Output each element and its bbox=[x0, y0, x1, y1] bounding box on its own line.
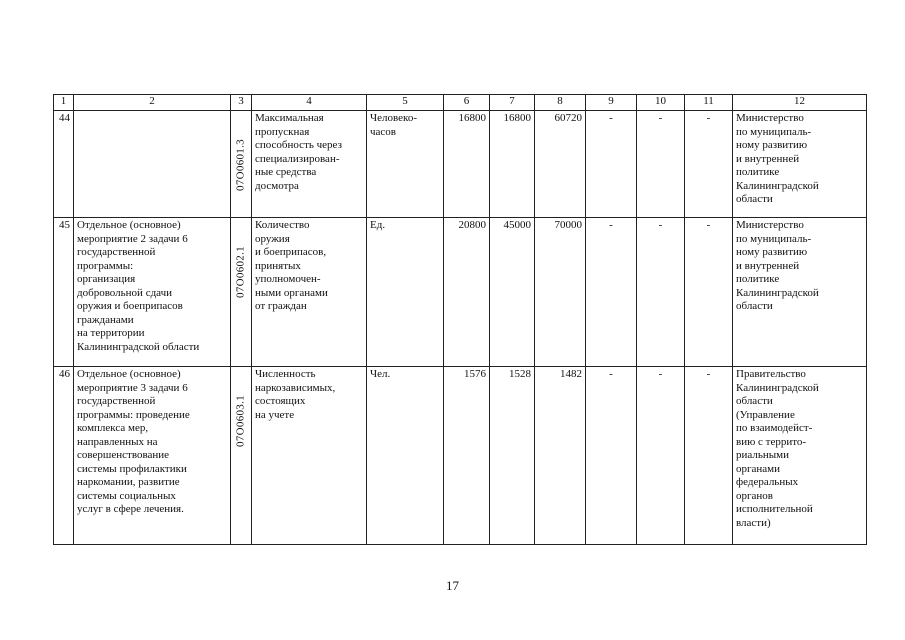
table-row bbox=[54, 218, 867, 367]
value-col-9: - bbox=[586, 367, 637, 545]
value-col-9: - bbox=[586, 111, 637, 218]
indicator-cell: Количество оружия и боеприпасов, принятых уполномочен- ными органами от граждан bbox=[252, 218, 367, 367]
indicators-table bbox=[53, 94, 867, 545]
row-number: 46 bbox=[54, 367, 74, 545]
budget-code: 07О0602.1 bbox=[234, 246, 247, 298]
table-header bbox=[54, 95, 867, 111]
table-row bbox=[54, 111, 867, 218]
page-number: 17 bbox=[446, 578, 459, 593]
value-col-7: 45000 bbox=[490, 218, 535, 367]
budget-code: 07О0601.3 bbox=[234, 139, 247, 191]
budget-code: 07О0603.1 bbox=[234, 395, 247, 447]
col-header-3: 3 bbox=[231, 95, 252, 111]
value-col-8: 60720 bbox=[535, 111, 586, 218]
value-col-6: 16800 bbox=[444, 111, 490, 218]
col-header-5: 5 bbox=[367, 95, 444, 111]
responsible-cell: Министерство по муниципаль- ному развитию и внутренней политике Калининградской области bbox=[733, 218, 867, 367]
value-col-7: 16800 bbox=[490, 111, 535, 218]
col-header-2: 2 bbox=[74, 95, 231, 111]
code-cell bbox=[231, 218, 252, 367]
row-number: 44 bbox=[54, 111, 74, 218]
value-col-8: 70000 bbox=[535, 218, 586, 367]
code-cell bbox=[231, 367, 252, 545]
event-cell bbox=[74, 111, 231, 218]
responsible-cell: Правительство Калининградской области (Управление по взаимодейст- вию с террито- риальными органами федеральных органов исполнительной власти) bbox=[733, 367, 867, 545]
value-col-11: - bbox=[685, 367, 733, 545]
value-col-6: 1576 bbox=[444, 367, 490, 545]
col-header-7: 7 bbox=[490, 95, 535, 111]
value-col-9: - bbox=[586, 218, 637, 367]
value-col-10: - bbox=[637, 111, 685, 218]
col-header-11: 11 bbox=[685, 95, 733, 111]
col-header-1: 1 bbox=[54, 95, 74, 111]
value-col-7: 1528 bbox=[490, 367, 535, 545]
unit-cell: Ед. bbox=[367, 218, 444, 367]
col-header-6: 6 bbox=[444, 95, 490, 111]
indicator-cell: Максимальная пропускная способность через специализирован- ные средства досмотра bbox=[252, 111, 367, 218]
row-number: 45 bbox=[54, 218, 74, 367]
col-header-10: 10 bbox=[637, 95, 685, 111]
event-cell: Отдельное (основное) мероприятие 2 задачи 6 государственной программы: организация добровольной сдачи оружия и боеприпасов гражданами на территории Калининградской области bbox=[74, 218, 231, 367]
table-body bbox=[54, 111, 867, 545]
col-header-12: 12 bbox=[733, 95, 867, 111]
event-cell: Отдельное (основное) мероприятие 3 задачи 6 государственной программы: проведение комплекса мер, направленных на совершенствование системы профилактики наркомании, развитие системы социальных услуг в сфере лечения. bbox=[74, 367, 231, 545]
value-col-11: - bbox=[685, 111, 733, 218]
code-cell bbox=[231, 111, 252, 218]
value-col-11: - bbox=[685, 218, 733, 367]
header-row bbox=[54, 95, 867, 111]
value-col-8: 1482 bbox=[535, 367, 586, 545]
table-row bbox=[54, 367, 867, 545]
value-col-6: 20800 bbox=[444, 218, 490, 367]
col-header-9: 9 bbox=[586, 95, 637, 111]
col-header-4: 4 bbox=[252, 95, 367, 111]
value-col-10: - bbox=[637, 218, 685, 367]
responsible-cell: Министерство по муниципаль- ному развитию и внутренней политике Калининградской области bbox=[733, 111, 867, 218]
unit-cell: Чел. bbox=[367, 367, 444, 545]
indicator-cell: Численность наркозависимых, состоящих на учете bbox=[252, 367, 367, 545]
unit-cell: Человеко- часов bbox=[367, 111, 444, 218]
value-col-10: - bbox=[637, 367, 685, 545]
col-header-8: 8 bbox=[535, 95, 586, 111]
